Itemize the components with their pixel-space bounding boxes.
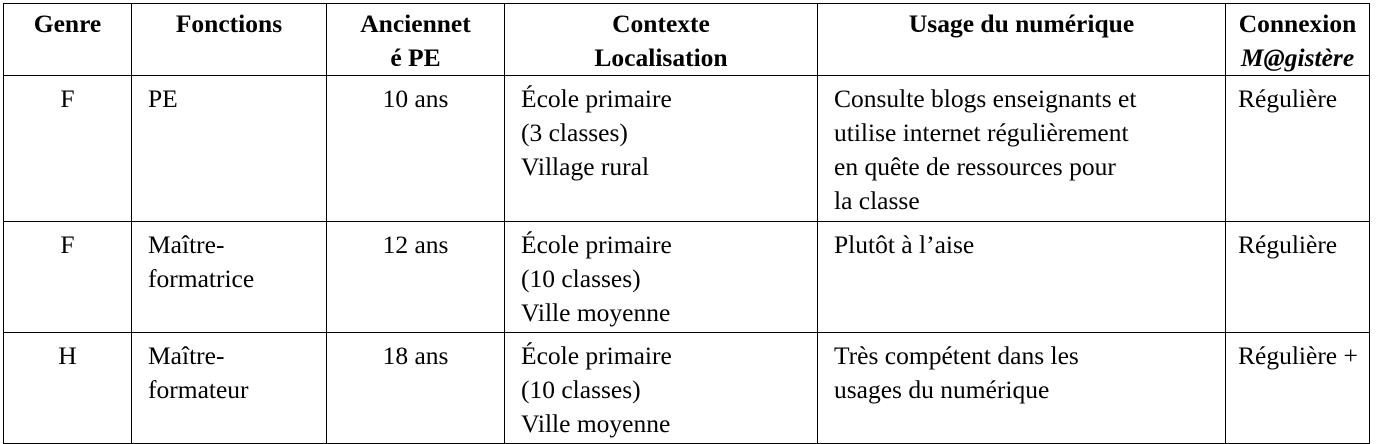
- cell-genre-text: H: [58, 341, 77, 370]
- cell-usage: [818, 76, 1226, 222]
- cell-contexte-line: École primaire: [521, 230, 672, 259]
- profiles-table: [3, 3, 1370, 444]
- header-contexte-line2: Localisation: [594, 43, 728, 72]
- header-contexte-line1: Contexte: [612, 9, 710, 38]
- header-usage-label: Usage du numérique: [908, 9, 1135, 38]
- cell-fonctions-line: PE: [148, 84, 178, 113]
- cell-connexion: [1226, 333, 1370, 444]
- cell-contexte-line: (10 classes): [521, 264, 641, 293]
- cell-genre: [4, 222, 132, 333]
- cell-connexion: [1226, 76, 1370, 222]
- cell-genre: [4, 76, 132, 222]
- cell-anciennete-text: 10 ans: [382, 84, 449, 113]
- cell-anciennete-text: 18 ans: [382, 341, 449, 370]
- cell-connexion-text: Régulière: [1238, 230, 1338, 259]
- cell-genre-text: F: [60, 84, 75, 113]
- cell-fonctions-line: formatrice: [148, 264, 255, 293]
- cell-anciennete: [327, 76, 505, 222]
- cell-usage-line: Consulte blogs enseignants et: [834, 84, 1137, 113]
- header-fonctions-label: Fonctions: [175, 9, 283, 38]
- header-usage: [818, 4, 1226, 76]
- cell-connexion: [1226, 222, 1370, 333]
- table-row: [4, 333, 1370, 444]
- cell-usage-line: la classe: [834, 186, 920, 215]
- header-row: [4, 4, 1370, 76]
- cell-usage: [818, 222, 1226, 333]
- header-anciennete-line1: Anciennet: [360, 9, 471, 38]
- table-row: [4, 222, 1370, 333]
- cell-fonctions: [132, 222, 327, 333]
- header-genre-label: Genre: [33, 9, 102, 38]
- cell-connexion-text: Régulière +: [1238, 341, 1358, 370]
- cell-contexte-line: (10 classes): [521, 375, 641, 404]
- cell-fonctions-line: Maître-: [148, 341, 225, 370]
- header-fonctions: [132, 4, 327, 76]
- cell-genre: [4, 333, 132, 444]
- header-connexion: [1226, 4, 1370, 76]
- cell-fonctions-line: Maître-: [148, 230, 225, 259]
- header-contexte: [505, 4, 818, 76]
- cell-contexte-line: École primaire: [521, 341, 672, 370]
- header-connexion-line2: M@gistère: [1240, 43, 1355, 72]
- cell-anciennete: [327, 222, 505, 333]
- cell-anciennete-text: 12 ans: [382, 230, 449, 259]
- cell-usage-line: usages du numérique: [834, 375, 1050, 404]
- cell-usage-line: Plutôt à l’aise: [834, 230, 975, 259]
- cell-fonctions: [132, 76, 327, 222]
- cell-usage-line: utilise internet régulièrement: [834, 118, 1129, 147]
- cell-usage-line: en quête de ressources pour: [834, 152, 1116, 181]
- header-connexion-line1: Connexion: [1238, 9, 1357, 38]
- header-genre: [4, 4, 132, 76]
- cell-fonctions: [132, 333, 327, 444]
- cell-contexte: [505, 76, 818, 222]
- table-row: [4, 76, 1370, 222]
- cell-anciennete: [327, 333, 505, 444]
- cell-fonctions-line: formateur: [148, 375, 249, 404]
- cell-contexte: [505, 222, 818, 333]
- cell-usage-line: Très compétent dans les: [834, 341, 1079, 370]
- cell-contexte: [505, 333, 818, 444]
- cell-usage: [818, 333, 1226, 444]
- cell-contexte-line: (3 classes): [521, 118, 628, 147]
- cell-contexte-line: Village rural: [521, 152, 650, 181]
- header-anciennete-line2: é PE: [390, 43, 441, 72]
- header-anciennete: [327, 4, 505, 76]
- cell-contexte-line: Ville moyenne: [521, 298, 671, 327]
- cell-connexion-text: Régulière: [1238, 84, 1338, 113]
- cell-contexte-line: Ville moyenne: [521, 409, 671, 438]
- cell-contexte-line: École primaire: [521, 84, 672, 113]
- cell-genre-text: F: [60, 230, 75, 259]
